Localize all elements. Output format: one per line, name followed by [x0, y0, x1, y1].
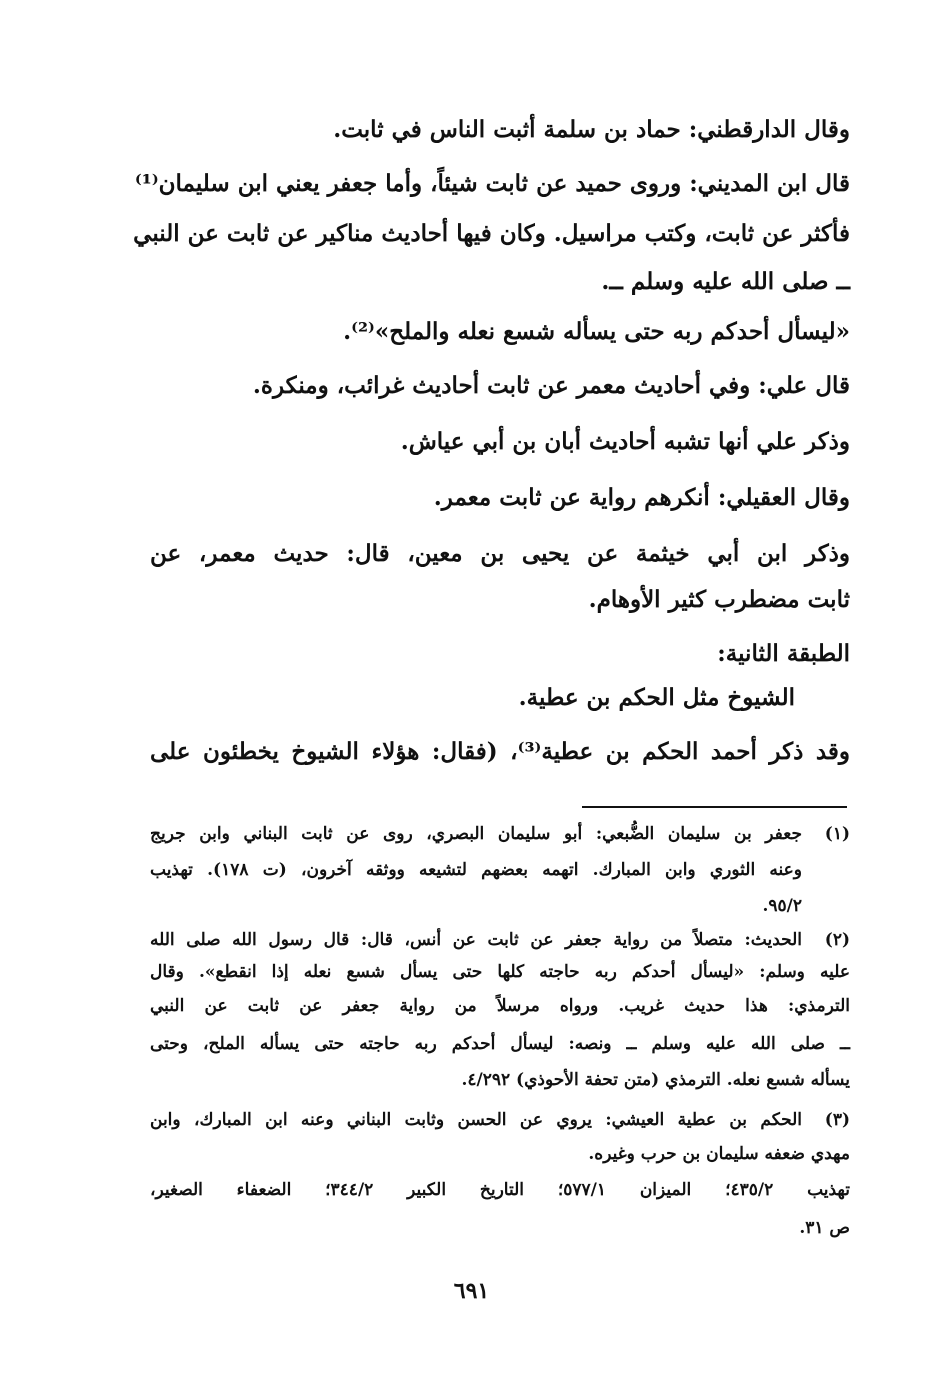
- footnote-line: عليه وسلم: «ليسأل أحدكم ربه حاجته كلها حتى يسأل شسع نعله إذا انقطع». وقال: [150, 962, 850, 982]
- footnote-number: (٢): [824, 930, 850, 950]
- text-line: فأكثر عن ثابت، وكتب مراسيل. وكان فيها أحاديث مناكير عن ثابت عن النبي: [133, 220, 850, 247]
- footnote-line: جعفر بن سليمان الضُّبعي: أبو سليمان البصري، روى عن ثابت البناني وابن جريج: [150, 824, 802, 844]
- footnote-line: تهذيب ٤٣٥/٢؛ الميزان ٥٧٧/١؛ التاريخ الكبير ٣٤٤/٢؛ الضعفاء الصغير،: [150, 1180, 850, 1200]
- footnote-line: ٩٥/٢.: [762, 896, 802, 916]
- footnote-line: ص ٣١.: [799, 1218, 850, 1238]
- footnote-line: الحديث: متصلاً من رواية جعفر عن ثابت عن أنس، قال: قال رسول الله صلى الله: [150, 930, 802, 950]
- text-line: «ليسأل أحدكم ربه حتى يسأله شسع نعله والملح»⁽²⁾.: [343, 318, 850, 345]
- text-line: وقد ذكر أحمد الحكم بن عطية⁽³⁾، (فقال: هؤلاء الشيوخ يخطئون على: [150, 738, 850, 765]
- text-line: وقال العقيلي: أنكرهم رواية عن ثابت معمر.: [433, 484, 850, 511]
- text-line: قال علي: وفي أحاديث معمر عن ثابت أحاديث غرائب، ومنكرة.: [252, 372, 850, 399]
- text-line: الشيوخ مثل الحكم بن عطية.: [518, 684, 795, 711]
- text-line: قال ابن المديني: وروى حميد عن ثابت شيئاً، وأما جعفر يعني ابن سليمان⁽¹⁾: [134, 170, 850, 197]
- footnote-line: ــ صلى الله عليه وسلم ــ ونصه: ليسأل أحدكم ربه حاجته حتى يسأله الملح، وحتى: [150, 1034, 850, 1054]
- footnote-line: مهدي ضعفه سليمان بن حرب وغيره.: [588, 1144, 850, 1164]
- footnote-line: الحكم بن عطية العيشي: يروي عن الحسن وثابت البناني وعنه ابن المبارك، وابن: [150, 1110, 802, 1130]
- text-line: وذكر علي أنها تشبه أحاديث أبان بن أبي عياش.: [400, 428, 850, 455]
- footnote-line: الترمذي: هذا حديث غريب. ورواه مرسلاً من رواية جعفر عن ثابت عن النبي: [150, 996, 850, 1016]
- footnote-divider: [582, 806, 847, 808]
- page-number: ٦٩١: [453, 1278, 490, 1304]
- text-line: ــ صلى الله عليه وسلم ــ.: [601, 268, 850, 295]
- text-line: وذكر ابن أبي خيثمة عن يحيى بن معين، قال: حديث معمر، عن: [150, 540, 850, 567]
- footnote-line: وعنه الثوري وابن المبارك. اتهمه بعضهم لتشيعه ووثقه آخرون، (ت ١٧٨). تهذيب: [150, 860, 802, 880]
- footnote-number: (١): [824, 824, 850, 844]
- footnote-line: يسأله شسع نعله. الترمذي (متن تحفة الأحوذي) ٤/٢٩٢.: [461, 1070, 850, 1090]
- footnote-number: (٣): [824, 1110, 850, 1130]
- text-line: ثابت مضطرب كثير الأوهام.: [588, 586, 850, 613]
- text-line: وقال الدارقطني: حماد بن سلمة أثبت الناس في ثابت.: [333, 116, 850, 143]
- section-heading: الطبقة الثانية:: [717, 640, 850, 667]
